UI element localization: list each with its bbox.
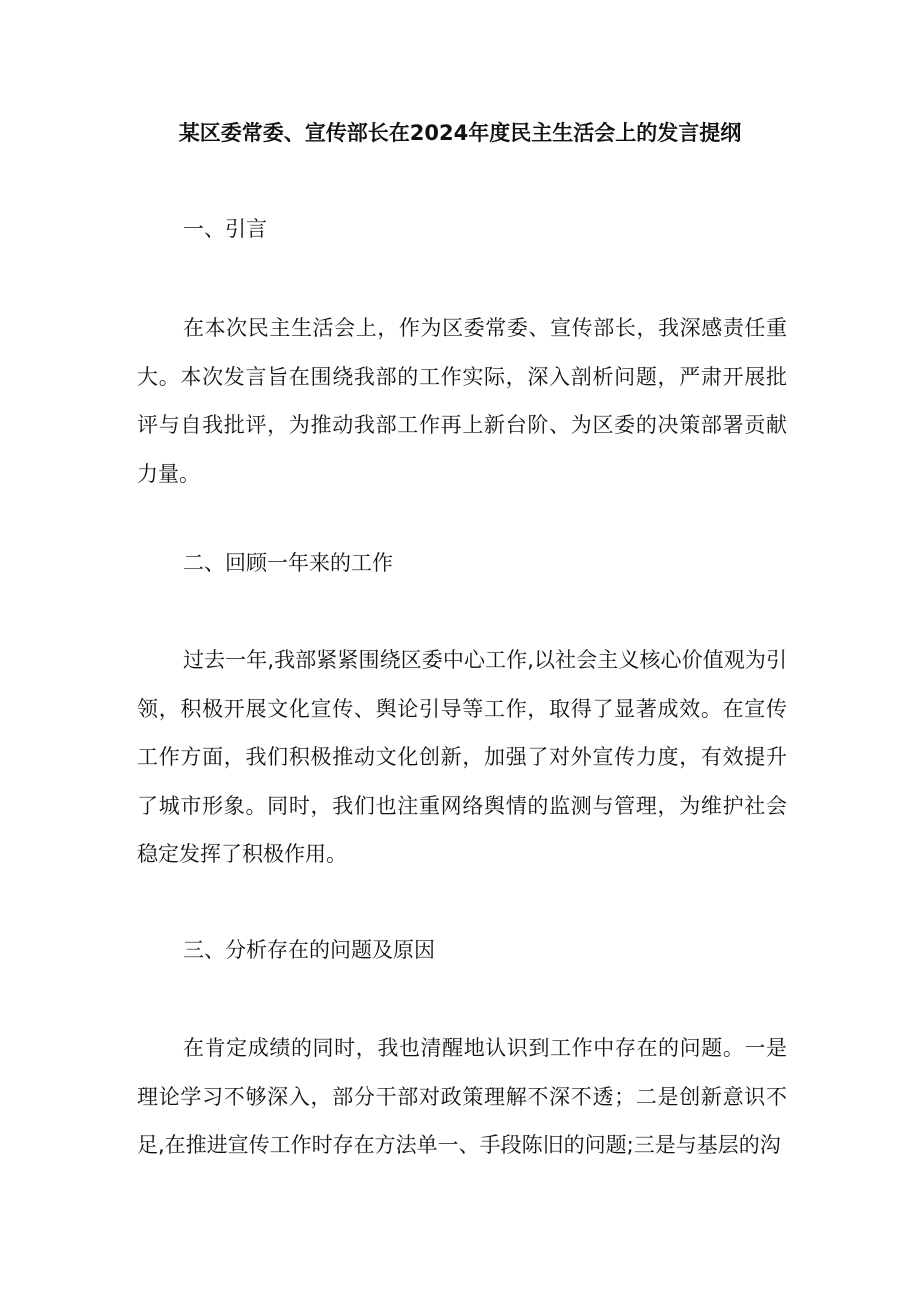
section-heading-review: 二、回顾一年来的工作 — [183, 551, 393, 575]
section-heading-introduction: 一、引言 — [183, 217, 267, 241]
section-paragraph-review: 过去一年,我部紧紧围绕区委中心工作,以社会主义核心价值观为引领，积极开展文化宣传、舆论引导等工作，取得了显著成效。在宣传工作方面，我们积极推动文化创新，加强了对外宣传力度，有效提升了城市形象。同时，我们也注重网络舆情的监测与管理，为维护社会稳定发挥了积极作用。 — [137, 648, 787, 866]
section-paragraph-problems: 在肯定成绩的同时，我也清醒地认识到工作中存在的问题。一是理论学习不够深入，部分干部对政策理解不深不透；二是创新意识不足,在推进宣传工作时存在方法单一、手段陈旧的问题;三是与基层的沟 — [137, 1036, 787, 1157]
section-paragraph-introduction: 在本次民主生活会上，作为区委常委、宣传部长，我深感责任重大。本次发言旨在围绕我部的工作实际，深入剖析问题，严肃开展批评与自我批评，为推动我部工作再上新台阶、为区委的决策部署贡献力量。 — [137, 316, 787, 486]
document-title: 某区委常委、宣传部长在2024年度民主生活会上的发言提纲 — [178, 121, 742, 145]
section-heading-problems: 三、分析存在的问题及原因 — [183, 938, 435, 962]
